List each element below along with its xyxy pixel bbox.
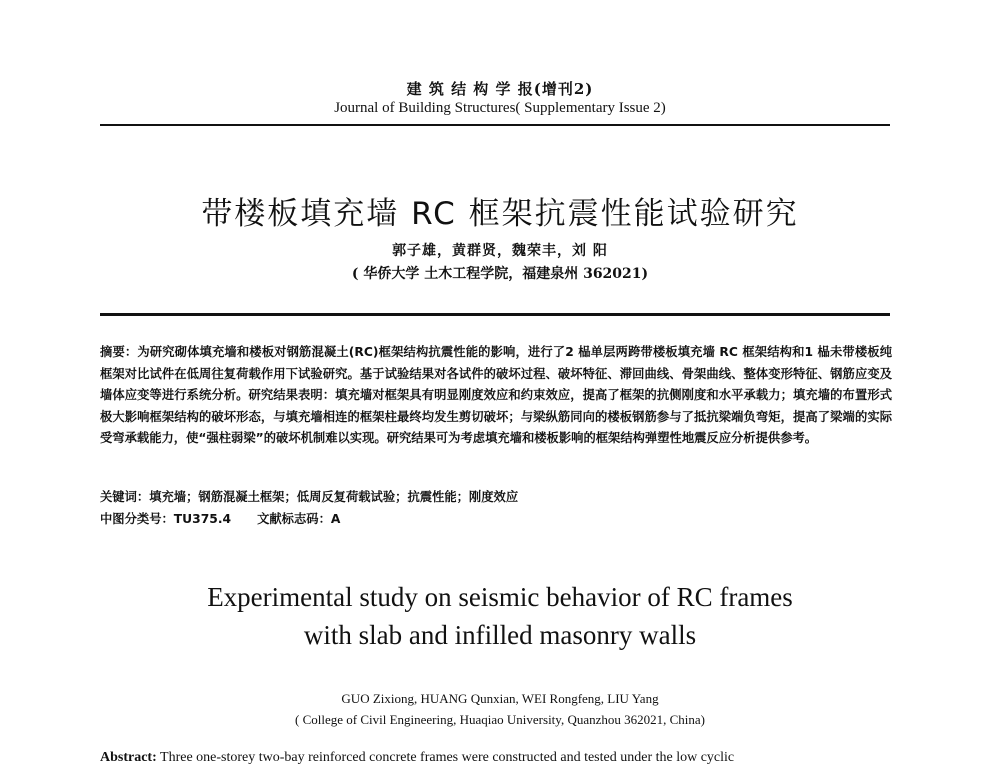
keywords-cn [100,487,892,505]
abstract-en [100,748,892,768]
clc-value: TU375.4 [173,512,232,526]
affiliation-cn: ( 华侨大学 土木工程学院，福建泉州 362021) [351,266,649,282]
paper-title-en-line1: Experimental study on seismic behavior of RC frames [207,582,793,612]
abstract-cn [100,342,892,450]
abstract-cn-text: 为研究砌体填充墙和楼板对钢筋混凝土(RC)框架结构抗震性能的影响，进行了2 榀单层两跨带楼板填充墙 RC 框架结构和1 榀未带楼板纯框架对比试件在低周往复荷载作用下试验研究。基于试验结果对各试件的破坏过程、破坏特征、滞回曲线、骨架曲线、整体变形特征、钢筋应变及墙体应变等进行系统分析。研究结果表明：填充墙对框架具有明显刚度效应和约束效应，提高了框架的抗侧刚度和水平承载力；填充墙的布置形式极大影响框架结构的破坏形态，与填充墙相连的框架柱最终均发生剪切破坏；与梁纵筋同向的楼板钢筋参与了抵抗梁端负弯矩，提高了梁端的实际受弯承载能力，使“强柱弱梁”的破坏机制难以实现。研究结果可为考虑填充墙和楼板影响的框架结构弹塑性地震反应分析提供参考。 [100,345,892,445]
abstract-cn-label: 摘要： [100,345,138,359]
doc-code-label: 文献标志码： [257,512,331,526]
keywords-cn-text: 填充墙；钢筋混凝土框架；低周反复荷载试验；抗震性能；刚度效应 [149,490,519,504]
doc-code-value: A [330,512,341,526]
paper-title-en-line2: with slab and infilled masonry walls [303,620,697,650]
affiliation-en: ( College of Civil Engineering, Huaqiao University, Quanzhou 362021, China) [294,712,706,727]
classification-cn [100,509,892,527]
journal-title-cn: 建 筑 结 构 学 报(增刊2) [406,80,594,98]
clc-label: 中图分类号： [100,512,174,526]
authors-cn: 郭子雄，黄群贤，魏荣丰，刘 阳 [392,243,608,259]
abstract-en-text: Three one-storey two-bay reinforced concrete frames were constructed and tested under the low cyclic [156,750,735,765]
header-rule [100,124,890,126]
abstract-en-label: Abstract: [100,750,157,765]
paper-title-cn: 带楼板填充墙 RC 框架抗震性能试验研究 [201,196,799,232]
paper-title-en [0,578,1000,654]
abstract-rule [100,313,890,316]
authors-en: GUO Zixiong, HUANG Qunxian, WEI Rongfeng, LIU Yang [341,691,659,706]
keywords-cn-label: 关键词： [100,490,150,504]
journal-title-en: Journal of Building Structures( Supplementary Issue 2) [334,100,666,116]
